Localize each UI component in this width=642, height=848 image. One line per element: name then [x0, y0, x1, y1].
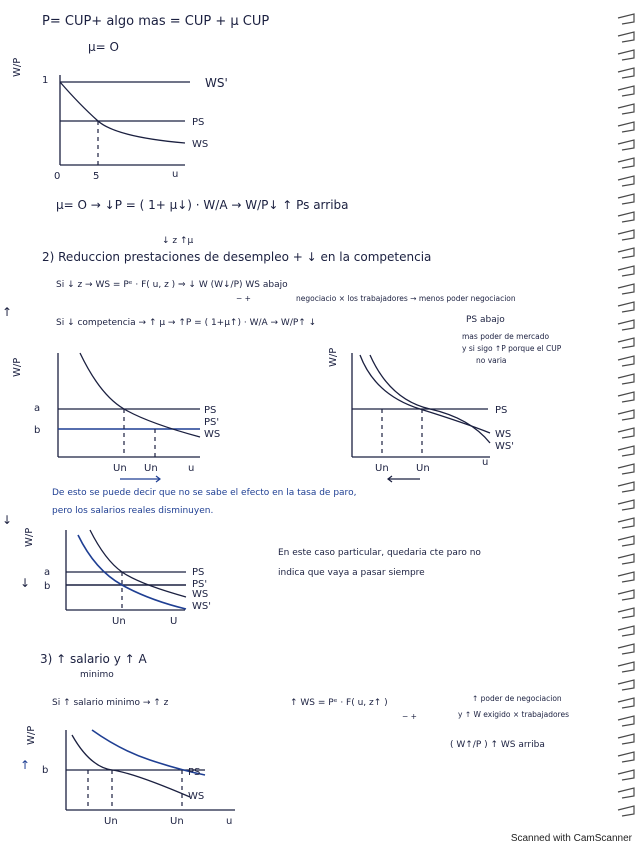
g3-ws-prime: WS'	[495, 441, 514, 452]
conclusion-line-1: De esto se puede decir que no se sabe el efecto en la tasa de paro,	[52, 488, 357, 498]
binding-ring	[618, 158, 634, 168]
binding-ring	[618, 410, 634, 420]
binding-ring	[618, 734, 634, 744]
g4-un1: Un	[112, 616, 126, 627]
spiral-binding	[612, 0, 642, 848]
s3-right-2: y ↑ W exigido × trabajadores	[458, 710, 569, 719]
g1-ylabel: W/P	[12, 57, 23, 77]
margin-arrow-down: ↓	[2, 513, 13, 527]
g1-y1-label: 1	[42, 75, 49, 86]
section-2-title: 2) Reduccion prestaciones de desempleo + ↓ en la competencia	[42, 250, 432, 264]
binding-ring	[618, 140, 634, 150]
binding-ring	[618, 248, 634, 258]
binding-ring	[618, 176, 634, 186]
g2-un1: Un	[113, 463, 127, 474]
graph-2	[0, 345, 260, 485]
g3-ylabel: W/P	[328, 347, 339, 367]
binding-ring	[618, 554, 634, 564]
g2-ps-prime: PS'	[204, 417, 220, 428]
binding-ring	[618, 680, 634, 690]
g2-yb: b	[34, 425, 41, 436]
g4-xaxis: U	[178, 624, 179, 625]
binding-ring	[618, 446, 634, 456]
binding-ring	[618, 320, 634, 330]
graph-5	[0, 725, 260, 830]
g4-ps-prime: PS'	[192, 579, 208, 590]
svg-text:↑: ↑	[20, 758, 31, 772]
binding-ring	[618, 194, 634, 204]
binding-ring	[618, 86, 634, 96]
equation-p-markup: P= CUP+ algo mas = CUP + μ CUP	[42, 14, 270, 29]
mu-zero: μ= O	[88, 40, 119, 54]
g1-ps: PS	[192, 117, 205, 128]
section-3-title: 3) ↑ salario y ↑ A	[40, 652, 147, 666]
binding-ring	[618, 14, 634, 24]
graph-3	[330, 345, 550, 485]
graph-4	[0, 525, 260, 630]
conclusion-line-2: pero los salarios reales disminuyen.	[52, 506, 214, 516]
binding-ring	[618, 374, 634, 384]
margin-arrow-up: ↑	[2, 305, 13, 319]
g4-un2: U	[170, 616, 178, 627]
g5-un2: Un	[170, 816, 184, 827]
g2-un2: Un	[144, 463, 158, 474]
g1-x0: 0	[54, 171, 61, 182]
scanner-watermark: Scanned with CamScanner	[510, 833, 632, 844]
g3-xaxis: u	[482, 457, 489, 468]
g5-ws: WS	[188, 791, 205, 802]
g4-ws: WS	[192, 589, 209, 600]
s3-right-1: ↑ poder de negociacion	[472, 694, 562, 703]
binding-ring	[618, 104, 634, 114]
s2-signs: − +	[236, 294, 251, 303]
s3-line-1: Si ↑ salario minimo → ↑ z	[52, 698, 169, 708]
g3-ws: WS	[495, 429, 512, 440]
binding-ring	[618, 32, 634, 42]
binding-ring	[618, 626, 634, 636]
g5-ps: PS	[188, 767, 201, 778]
binding-ring	[618, 500, 634, 510]
s2-arrows: ↓ z ↑μ	[162, 236, 194, 246]
binding-ring	[618, 662, 634, 672]
g4-ps: PS	[192, 567, 205, 578]
binding-ring	[618, 68, 634, 78]
binding-ring	[618, 698, 634, 708]
section-3-sub: minimo	[80, 670, 114, 680]
binding-ring	[618, 806, 634, 816]
g5-xaxis: u	[226, 816, 233, 827]
binding-ring	[618, 392, 634, 402]
g3-ps: PS	[495, 405, 508, 416]
binding-ring	[618, 716, 634, 726]
binding-ring	[618, 752, 634, 762]
g1-ws-prime: WS'	[205, 76, 228, 90]
g4-ws-prime: WS'	[192, 601, 211, 612]
g4-yb: b	[44, 581, 51, 592]
binding-ring	[618, 302, 634, 312]
binding-ring	[618, 338, 634, 348]
s2-line-2: Si ↓ competencia → ↑ μ → ↑P = ( 1+μ↑) · W/A → W/P↑ ↓	[56, 318, 317, 328]
s2-ps-abajo: PS abajo	[466, 315, 505, 325]
s2-line-1b: negociacio × los trabajadores → menos poder negociacion	[296, 294, 516, 303]
binding-ring	[618, 770, 634, 780]
g1-x5: 5	[93, 171, 100, 182]
binding-ring	[618, 212, 634, 222]
g2-ws: WS	[204, 429, 221, 440]
g1-ws: WS	[192, 139, 209, 150]
binding-ring	[618, 608, 634, 618]
g4-note-1: En este caso particular, quedaria cte paro no	[278, 548, 481, 558]
g2-ylabel: W/P	[12, 357, 23, 377]
binding-ring	[618, 266, 634, 276]
g1-xaxis: u	[172, 169, 179, 180]
g4-ylabel: W/P	[24, 527, 35, 547]
g5-un1: Un	[104, 816, 118, 827]
g4-note-2: indica que vaya a pasar siempre	[278, 568, 425, 578]
binding-ring	[618, 464, 634, 474]
binding-ring	[618, 230, 634, 240]
s2-note-3: no varia	[476, 356, 507, 365]
binding-ring	[618, 356, 634, 366]
s2-note-2: y si sigo ↑P porque el CUP	[462, 344, 562, 353]
g4-ya: a	[44, 567, 51, 578]
mu-zero-effect: μ= O → ↓P = ( 1+ μ↓) · W/A → W/P↓ ↑ Ps arriba	[56, 198, 349, 212]
binding-ring	[618, 536, 634, 546]
g2-xaxis: u	[188, 463, 195, 474]
binding-ring	[618, 428, 634, 438]
g3-un2: Un	[416, 463, 430, 474]
s2-line-1: Si ↓ z → WS = Pᵉ · F( u, z ) ⇒ ↓ W (W↓/P) WS abajo	[56, 280, 288, 290]
binding-ring	[618, 572, 634, 582]
binding-ring	[618, 518, 634, 528]
binding-ring	[618, 50, 634, 60]
s3-line-1b: ↑ WS = Pᵉ · F( u, z↑ )	[290, 698, 388, 708]
binding-ring	[618, 788, 634, 798]
s2-note-1: mas poder de mercado	[462, 332, 550, 341]
g5-yb: b	[42, 765, 49, 776]
binding-ring	[618, 644, 634, 654]
svg-text:↓: ↓	[20, 576, 31, 590]
binding-ring	[618, 482, 634, 492]
s3-right-3: ( W↑/P ) ↑ WS arriba	[450, 740, 545, 750]
g5-ylabel: W/P	[26, 725, 37, 745]
graph-1	[0, 55, 260, 185]
g2-ya: a	[34, 403, 41, 414]
g3-un1: Un	[375, 463, 389, 474]
binding-ring	[618, 122, 634, 132]
binding-ring	[618, 590, 634, 600]
s3-signs: − +	[402, 712, 417, 721]
binding-ring	[618, 284, 634, 294]
g2-ps: PS	[204, 405, 217, 416]
